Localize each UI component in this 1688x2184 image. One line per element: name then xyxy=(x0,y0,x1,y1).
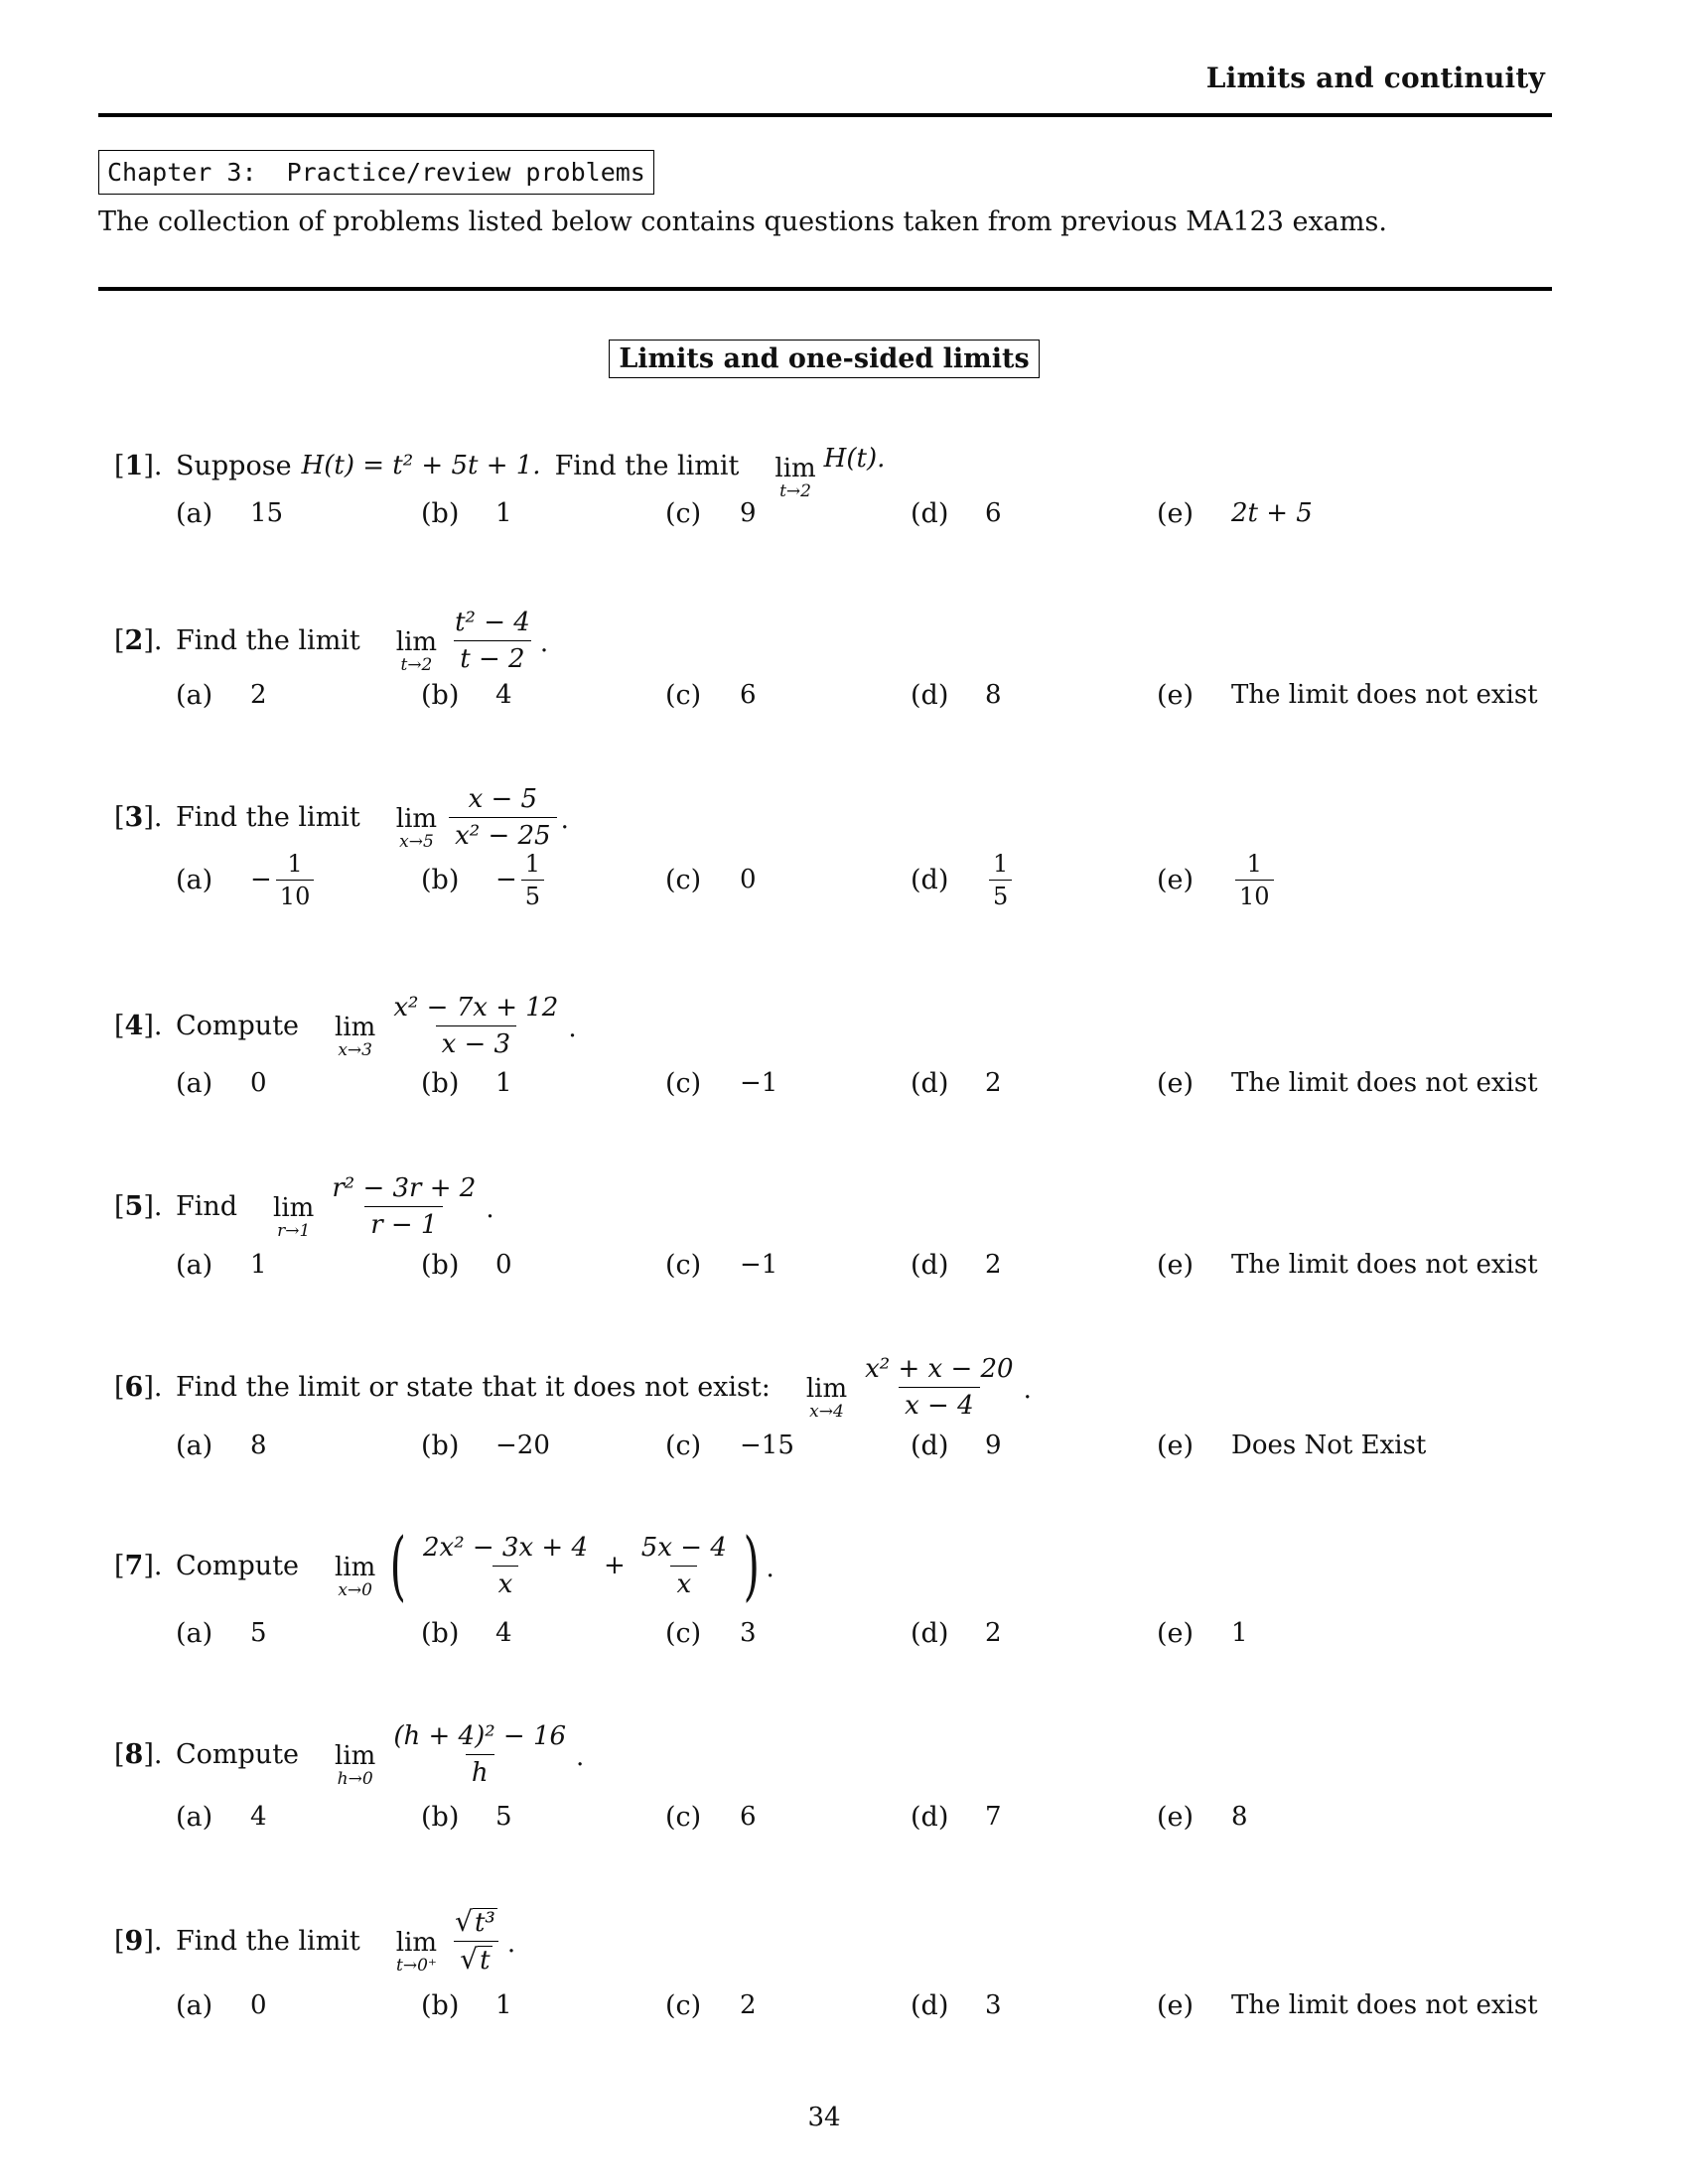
fraction: $\frac{\text{r² − 3r + 2}}{r - 1}$ xyxy=(332,1172,477,1240)
option-label: (b) xyxy=(421,1801,460,1833)
left-paren: ( xyxy=(390,1521,407,1609)
problem-stem xyxy=(114,981,577,1070)
fraction: $\frac{x - 5}{\text{x² − 25}}$ xyxy=(449,784,556,851)
answer-option-a[interactable] xyxy=(176,1797,267,1837)
answer-option-e[interactable] xyxy=(1157,493,1313,533)
problem-stem xyxy=(114,596,548,685)
option-value: 15 xyxy=(250,498,284,528)
option-value: −1 xyxy=(740,1068,778,1098)
option-value: 0 xyxy=(740,865,757,894)
option-value: − $\frac{1}{10}$ xyxy=(250,850,314,910)
problem-text: Find the limit or state that it does not exist: xyxy=(176,1371,771,1403)
answer-option-a[interactable] xyxy=(176,1613,267,1653)
option-label: (d) xyxy=(911,864,949,895)
answer-options xyxy=(114,849,1554,910)
answer-options xyxy=(114,1426,1554,1465)
option-label: (d) xyxy=(911,1430,949,1461)
option-value: 6 xyxy=(740,680,757,710)
option-label: (a) xyxy=(176,1067,213,1099)
option-label: (a) xyxy=(176,1430,213,1461)
running-header-title: Limits and continuity xyxy=(1205,62,1545,94)
option-value: −15 xyxy=(740,1431,794,1460)
option-value: 6 xyxy=(740,1802,757,1832)
answer-option-d[interactable] xyxy=(911,1245,1002,1285)
answer-options xyxy=(114,675,1554,715)
option-value: 6 xyxy=(985,498,1002,528)
option-value: 7 xyxy=(985,1802,1002,1832)
limit-expression: lim r→1 $\frac{\text{r² − 3r + 2}}{r - 1}$ . xyxy=(273,1172,494,1241)
option-value: The limit does not exist xyxy=(1231,680,1538,710)
right-paren: ) xyxy=(743,1521,760,1609)
problem-number: [8]. xyxy=(114,1738,163,1770)
answer-options xyxy=(114,493,1554,533)
chapter-label-box: Chapter 3: Practice/review problems xyxy=(98,150,654,195)
problem-text: Compute xyxy=(176,1738,300,1770)
fraction: $\frac{\text{t² − 4}}{t - 2}$ xyxy=(455,607,530,674)
option-value: The limit does not exist xyxy=(1231,1250,1538,1280)
answer-option-c[interactable] xyxy=(665,1063,777,1103)
answer-option-e[interactable] xyxy=(1157,1426,1426,1465)
option-value: 5 xyxy=(495,1802,512,1832)
option-label: (e) xyxy=(1157,1989,1195,2021)
fraction xyxy=(449,1904,503,1976)
problem-text: Compute xyxy=(176,1010,300,1041)
option-value: 9 xyxy=(985,1431,1002,1460)
option-value: 8 xyxy=(985,680,1002,710)
option-label: (e) xyxy=(1157,1801,1195,1833)
answer-options xyxy=(114,1985,1554,2025)
answer-option-d[interactable] xyxy=(911,1613,1002,1653)
problem-number: [1]. xyxy=(114,450,163,481)
option-value: 4 xyxy=(495,680,512,710)
answer-option-a[interactable] xyxy=(176,1245,267,1285)
answer-option-b[interactable] xyxy=(421,1613,512,1653)
option-label: (d) xyxy=(911,1989,949,2021)
option-label: (b) xyxy=(421,1067,460,1099)
option-label: (e) xyxy=(1157,1430,1195,1461)
option-label: (d) xyxy=(911,497,949,529)
option-label: (c) xyxy=(665,1430,702,1461)
problem-text: Find the limit xyxy=(176,801,360,833)
option-value: 4 xyxy=(495,1618,512,1648)
problem-stem xyxy=(114,1709,584,1799)
limit-expression: lim x→0 ( $\frac{\text{2x² − 3x + 4}}{x}$ + $\frac{5x - 4}{x}$ ) . xyxy=(335,1521,774,1609)
option-value: 1 10 xyxy=(1231,850,1274,910)
function-definition: H(t) = t² + 5t + 1. xyxy=(301,451,541,480)
page-number: 34 xyxy=(807,2103,841,2132)
answer-option-b[interactable] xyxy=(421,1245,512,1285)
option-label: (c) xyxy=(665,1989,702,2021)
answer-option-b[interactable] xyxy=(421,1426,550,1465)
option-label: (a) xyxy=(176,864,213,895)
answer-option-c[interactable] xyxy=(665,1426,794,1465)
option-value: 2t + 5 xyxy=(1231,498,1313,528)
option-label: (a) xyxy=(176,1801,213,1833)
limit-expression: lim t→2 $\frac{\text{t² − 4}}{t - 2}$ . xyxy=(395,607,549,675)
problem-text-2: Find the limit xyxy=(554,450,740,481)
option-label: (a) xyxy=(176,679,213,711)
option-value: 8 xyxy=(1231,1802,1248,1832)
answer-option-a[interactable] xyxy=(176,1985,267,2025)
option-label: (c) xyxy=(665,1067,702,1099)
option-label: (e) xyxy=(1157,679,1195,711)
option-value: 8 xyxy=(250,1431,267,1460)
answer-option-b[interactable] xyxy=(421,1797,512,1837)
option-value: −1 xyxy=(740,1250,778,1280)
answer-option-e[interactable] xyxy=(1157,1063,1538,1103)
option-label: (c) xyxy=(665,679,702,711)
problem-text: Find the limit xyxy=(176,1925,360,1957)
problem-number: [5]. xyxy=(114,1190,163,1222)
option-value: 1 5 xyxy=(985,850,1012,910)
fraction: $\frac{\text{x² − 7x + 12}}{x - 3}$ xyxy=(393,992,559,1059)
option-label: (a) xyxy=(176,1617,213,1649)
option-label: (e) xyxy=(1157,1067,1195,1099)
option-label: (e) xyxy=(1157,1249,1195,1281)
problem-stem xyxy=(114,1161,494,1251)
option-label: (c) xyxy=(665,864,702,895)
answer-options xyxy=(114,1613,1554,1653)
answer-option-e[interactable] xyxy=(1157,849,1274,910)
answer-option-c[interactable] xyxy=(665,1613,757,1653)
option-label: (c) xyxy=(665,1249,702,1281)
problem-stem xyxy=(114,1896,515,1985)
option-value: The limit does not exist xyxy=(1231,1068,1538,1098)
answer-option-b[interactable] xyxy=(421,849,544,910)
option-label: (b) xyxy=(421,1430,460,1461)
option-label: (d) xyxy=(911,1249,949,1281)
answer-option-c[interactable] xyxy=(665,860,757,899)
answer-options xyxy=(114,1245,1554,1285)
problem-number: [9]. xyxy=(114,1925,163,1957)
answer-options xyxy=(114,1797,1554,1837)
option-value: − $\frac{1}{5}$ xyxy=(495,850,544,910)
option-label: (c) xyxy=(665,497,702,529)
option-label: (c) xyxy=(665,1801,702,1833)
option-value: 2 xyxy=(250,680,267,710)
answer-option-d[interactable] xyxy=(911,1063,1002,1103)
sqrt-denominator: √ t xyxy=(460,1942,491,1976)
option-value: 9 xyxy=(740,498,757,528)
problem-number: [3]. xyxy=(114,801,163,833)
answer-option-a[interactable] xyxy=(176,675,267,715)
option-label: (c) xyxy=(665,1617,702,1649)
answer-option-b[interactable] xyxy=(421,1063,512,1103)
option-value: 1 xyxy=(495,1068,512,1098)
answer-option-c[interactable] xyxy=(665,1985,757,2025)
chapter-intro-text: The collection of problems listed below contains questions taken from previous MA123 exams. xyxy=(98,206,1387,237)
answer-option-c[interactable] xyxy=(665,493,757,533)
answer-option-d[interactable] xyxy=(911,1426,1002,1465)
option-label: (a) xyxy=(176,497,213,529)
option-value: The limit does not exist xyxy=(1231,1990,1538,2020)
option-value: 1 xyxy=(250,1250,267,1280)
option-label: (d) xyxy=(911,1067,949,1099)
option-value: 2 xyxy=(985,1618,1002,1648)
problem-text: Suppose xyxy=(176,450,292,481)
answer-option-a[interactable] xyxy=(176,1426,267,1465)
option-label: (e) xyxy=(1157,864,1195,895)
section-heading: Limits and one-sided limits xyxy=(609,340,1040,378)
answer-option-a[interactable] xyxy=(176,1063,267,1103)
fraction: $\frac{\text{(h + 4)² − 16}}{h}$ xyxy=(393,1720,567,1788)
answer-option-e[interactable] xyxy=(1157,1613,1248,1653)
option-label: (d) xyxy=(911,679,949,711)
answer-option-a[interactable] xyxy=(176,849,314,910)
problem-text: Find xyxy=(176,1190,238,1222)
answer-option-c[interactable] xyxy=(665,1797,757,1837)
limit-expression: lim x→5 $\frac{x - 5}{\text{x² − 25}}$ . xyxy=(395,783,569,852)
option-value: 3 xyxy=(740,1618,757,1648)
answer-option-d[interactable] xyxy=(911,849,1012,910)
answer-option-d[interactable] xyxy=(911,1797,1002,1837)
answer-option-d[interactable] xyxy=(911,675,1002,715)
header-rule xyxy=(98,113,1552,117)
answer-option-b[interactable] xyxy=(421,675,512,715)
limit-expression: lim h→0 $\frac{\text{(h + 4)² − 16}}{h}$ . xyxy=(335,1720,585,1789)
problem-number: [2]. xyxy=(114,624,163,656)
option-value: 0 xyxy=(250,1068,267,1098)
answer-option-b[interactable] xyxy=(421,493,512,533)
option-label: (e) xyxy=(1157,497,1195,529)
answer-option-e[interactable] xyxy=(1157,1985,1538,2025)
option-value: 0 xyxy=(495,1250,512,1280)
option-label: (b) xyxy=(421,497,460,529)
problem-stem xyxy=(114,1521,774,1610)
answer-option-a[interactable] xyxy=(176,493,283,533)
answer-option-d[interactable] xyxy=(911,493,1002,533)
answer-option-e[interactable] xyxy=(1157,1245,1538,1285)
problem-stem xyxy=(114,772,569,862)
problem-text: Find the limit xyxy=(176,624,360,656)
option-label: (b) xyxy=(421,1249,460,1281)
option-label: (b) xyxy=(421,1617,460,1649)
option-value: 1 xyxy=(495,498,512,528)
option-label: (d) xyxy=(911,1617,949,1649)
option-value: Does Not Exist xyxy=(1231,1431,1427,1460)
option-label: (e) xyxy=(1157,1617,1195,1649)
problem-number: [4]. xyxy=(114,1010,163,1041)
option-label: (b) xyxy=(421,1989,460,2021)
option-label: (a) xyxy=(176,1989,213,2021)
option-label: (b) xyxy=(421,864,460,895)
answer-option-c[interactable] xyxy=(665,1245,777,1285)
limit-expression: lim x→4 $\frac{\text{x² + x − 20}}{x - 4}$ . xyxy=(805,1353,1032,1422)
option-value: 4 xyxy=(250,1802,267,1832)
fraction-2: $\frac{5x - 4}{x}$ xyxy=(640,1532,727,1599)
limit-expression: lim t→2 H(t). xyxy=(774,444,886,501)
option-value: 2 xyxy=(985,1068,1002,1098)
option-value: 1 xyxy=(495,1990,512,2020)
answer-option-d[interactable] xyxy=(911,1985,1002,2025)
sqrt-numerator: √ t³ xyxy=(455,1904,495,1938)
option-value: 1 xyxy=(1231,1618,1248,1648)
problem-number: [6]. xyxy=(114,1371,163,1403)
problem-text: Compute xyxy=(176,1550,300,1581)
intro-rule xyxy=(98,287,1552,291)
answer-options xyxy=(114,1063,1554,1103)
limit-expression: lim x→3 $\frac{\text{x² − 7x + 12}}{x - 3}$ . xyxy=(335,992,577,1060)
problem-stem xyxy=(114,1342,1032,1432)
answer-option-e[interactable] xyxy=(1157,1797,1248,1837)
problem-number: [7]. xyxy=(114,1550,163,1581)
option-value: 2 xyxy=(985,1250,1002,1280)
option-value: 2 xyxy=(740,1990,757,2020)
fraction-1: $\frac{\text{2x² − 3x + 4}}{x}$ xyxy=(422,1532,588,1599)
option-label: (b) xyxy=(421,679,460,711)
option-value: −20 xyxy=(495,1431,550,1460)
option-value: 0 xyxy=(250,1990,267,2020)
answer-option-c[interactable] xyxy=(665,675,757,715)
option-label: (d) xyxy=(911,1801,949,1833)
limit-expression: lim t→0⁺ √ t³ √ t . xyxy=(395,1904,516,1976)
answer-option-b[interactable] xyxy=(421,1985,512,2025)
option-value: 3 xyxy=(985,1990,1002,2020)
option-value: 5 xyxy=(250,1618,267,1648)
fraction: $\frac{\text{x² + x − 20}}{x - 4}$ xyxy=(865,1353,1014,1421)
answer-option-e[interactable] xyxy=(1157,675,1538,715)
option-label: (a) xyxy=(176,1249,213,1281)
